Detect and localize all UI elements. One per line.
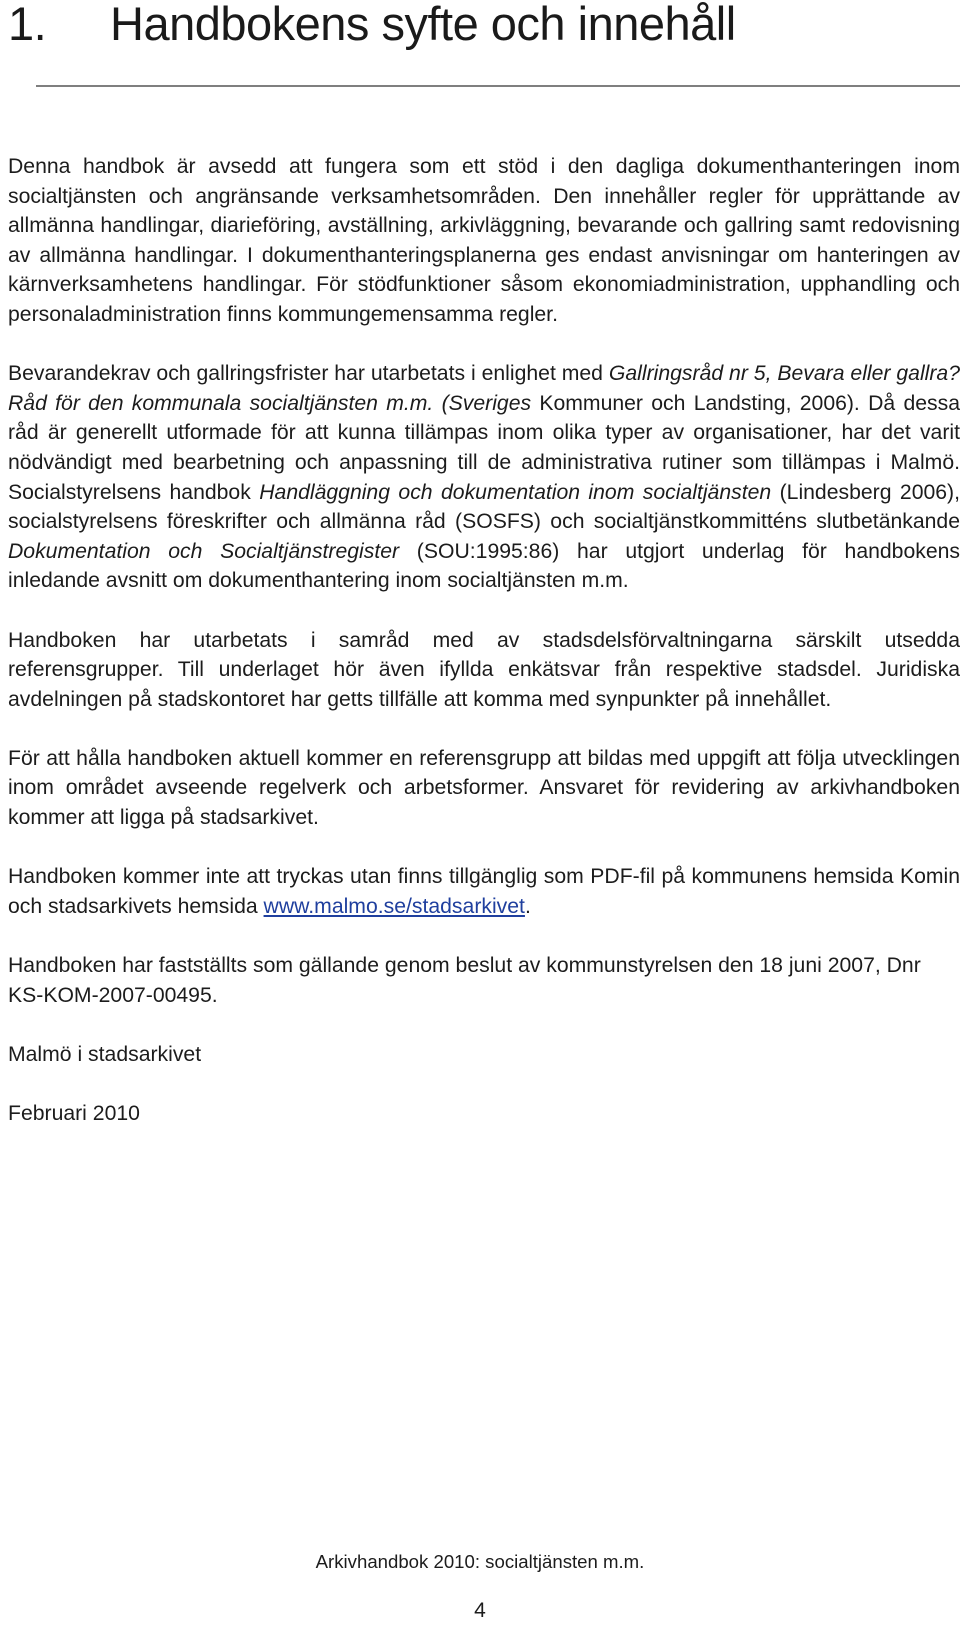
- availability-text: Handboken kommer inte att tryckas utan finns tillgänglig som PDF-fil på kommunens hemsida Komin och stadsarkivets hemsida: [8, 865, 960, 918]
- chapter-number: 1.: [8, 0, 47, 50]
- sources-text-1: Bevarandekrav och gallringsfrister har utarbetats i enlighet med: [8, 362, 609, 386]
- availability-period: .: [524, 894, 531, 918]
- signature-line: Malmö i stadsarkivet: [8, 1042, 202, 1066]
- sources-text-2: Kommuner och Landsting, 2006). Då dessa råd är generellt utformade för att kunna tillämpas inom olika typer av organisationer, har det varit nödvändigt med bearbetning och anpassning till de administrativa rutiner som tillämpas i Malmö. Socialstyrelsens handbok: [8, 391, 960, 504]
- date-line: Februari 2010: [8, 1102, 140, 1125]
- body-text: [8, 152, 960, 1158]
- chapter-title: Handbokens syfte och innehåll: [110, 0, 736, 50]
- paragraph-sources: [8, 359, 960, 596]
- paragraph-availability: [8, 862, 960, 921]
- sources-title-gallringsrad: Gallringsråd nr 5, Bevara eller gallra? Råd för den kommunala socialtjänsten m.m. (Sveriges: [8, 362, 960, 415]
- paragraph-consultation: Handboken har utarbetats i samråd med av stadsdelsförvaltningarna särskilt utsedda referensgrupper. Till underlaget hör även ifyllda enkätsvar från respektive stadsdel. Juridiska avdelningen på stadskontoret har getts tillfälle att komma med synpunkter på innehållet.: [8, 628, 960, 711]
- chapter-heading: [8, 0, 736, 60]
- paragraph-purpose: Denna handbok är avsedd att fungera som ett stöd i den dagliga dokumenthanteringen inom socialtjänsten och angränsande verksamhetsområden. Den innehåller regler för upprättande av allmänna handlingar, diarieföring, avställning, arkivläggning, bevarande och gallring samt redovisning av allmänna handlingar. I dokumenthanteringsplanerna ges endast anvisningar om hanteringen av kärnverksamhetens handlingar. För stödfunktioner såsom ekonomiadministration, upphandling och personaladministration finns kommungemensamma regler.: [8, 155, 960, 326]
- paragraph-revision: För att hålla handboken aktuell kommer en referensgrupp att bildas med uppgift att följa utvecklingen inom området avseende regelverk och arbetsformer. Ansvaret för revidering av arkivhandboken kommer att ligga på stadsarkivet.: [8, 746, 960, 830]
- stadsarkivet-link[interactable]: www.malmo.se/stadsarkivet: [263, 894, 525, 918]
- sources-title-handlaggning: Handläggning och dokumentation inom socialtjänsten: [259, 480, 772, 504]
- sources-text-3: (Lindesberg 2006), socialstyrelsens föreskrifter och allmänna råd (SOSFS) och socialtjänstkommitténs slutbetänkande: [8, 480, 960, 534]
- page-footer: Arkivhandbok 2010: socialtjänsten m.m.: [315, 1551, 645, 1572]
- sources-text-4: (SOU:1995:86) har utgjort underlag för handbokens inledande avsnitt om dokumenthantering inom socialtjänsten m.m.: [8, 539, 960, 593]
- sources-title-dokumentation: Dokumentation och Socialtjänstregister: [8, 539, 400, 563]
- paragraph-decision: Handboken har fastställts som gällande genom beslut av kommunstyrelsen den 18 juni 2007, Dnr KS-KOM-2007-00495.: [8, 954, 921, 1007]
- page-number: 4: [474, 1599, 486, 1622]
- heading-divider: [36, 85, 960, 87]
